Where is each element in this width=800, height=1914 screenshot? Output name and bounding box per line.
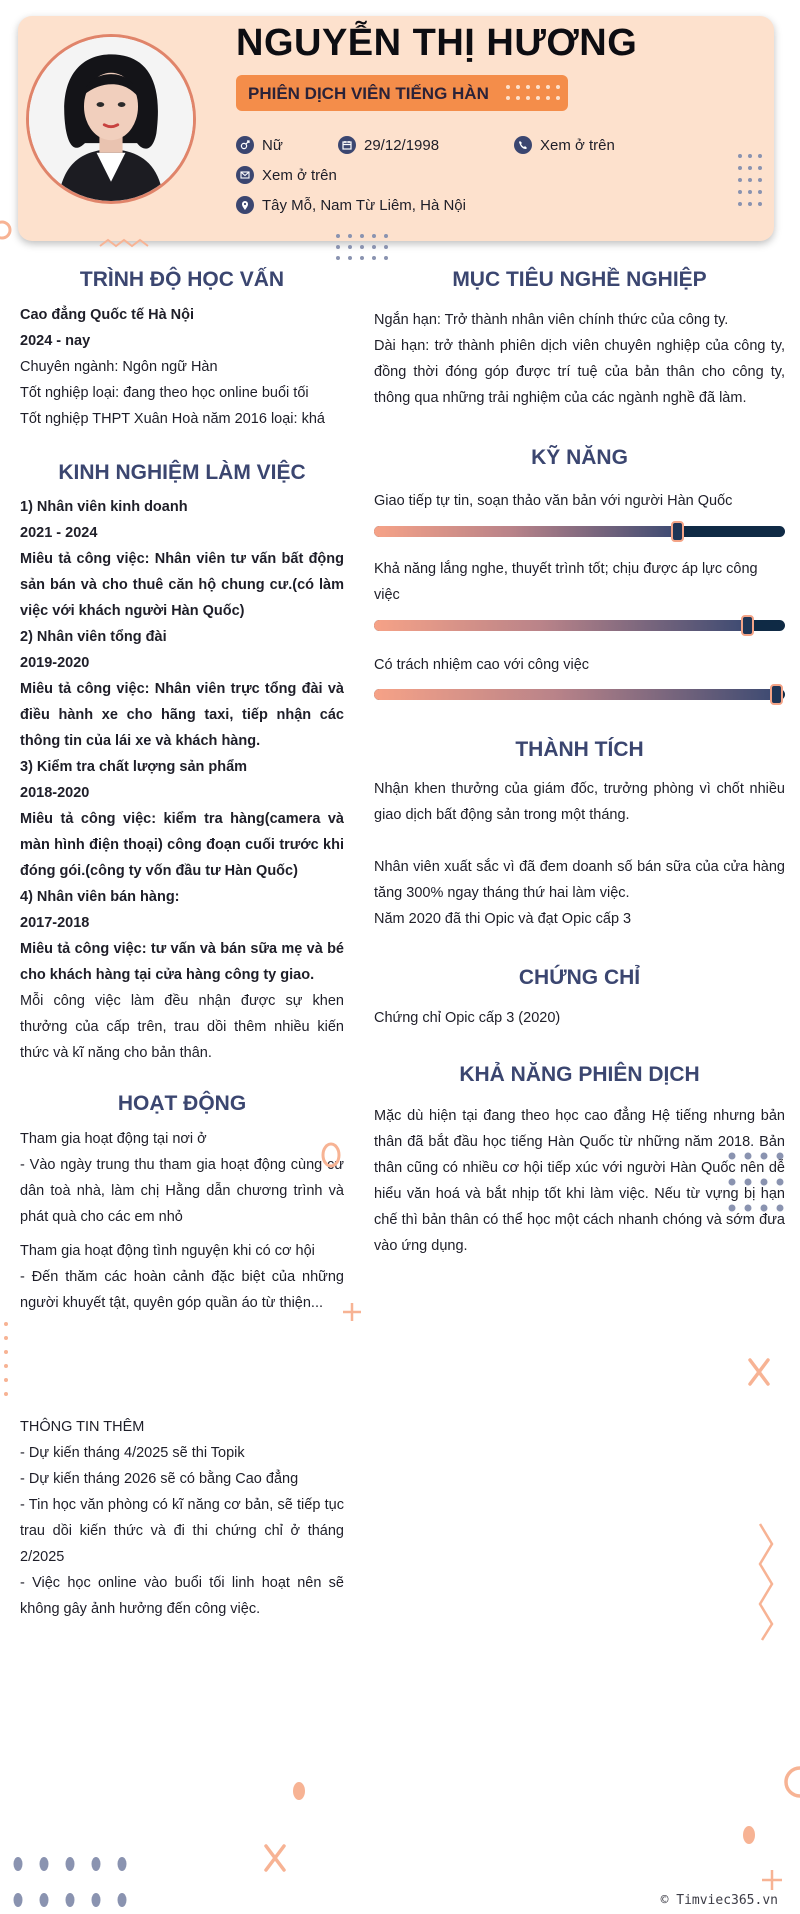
certificates-title: CHỨNG CHỈ (518, 966, 641, 989)
email-value: Xem ở trên (262, 166, 337, 184)
job-description: Miêu tả công việc: Nhân viên tư vấn bất động sản bán và cho thuê căn hộ chung cư.(có làm việc với khách người Hàn Quốc) (20, 551, 344, 619)
job-position: 2) Nhân viên tổng đài (20, 629, 167, 645)
skill-fill (374, 689, 777, 700)
skill-knob (741, 615, 754, 636)
phone-value: Xem ở trên (540, 136, 615, 154)
calendar-icon (338, 136, 356, 154)
dot-grid-icon (10, 1852, 134, 1912)
additional-line: - Dự kiến tháng 4/2025 sẽ thi Topik (20, 1445, 245, 1461)
job-period: 2018-2020 (20, 785, 90, 801)
birthday-value: 29/12/1998 (364, 136, 440, 154)
translation-title: KHẢ NĂNG PHIÊN DỊCH (459, 1063, 700, 1086)
achievements-title: THÀNH TÍCH (515, 738, 644, 761)
activity-heading: Tham gia hoạt động tại nơi ở (20, 1131, 207, 1147)
education-line: Tốt nghiệp THPT Xuân Hoà năm 2016 loại: khá (20, 411, 325, 427)
skill-name: Khả năng lắng nghe, thuyết trình tốt; chịu được áp lực công việc (374, 561, 758, 603)
additional-line: - Tin học văn phòng có kĩ năng cơ bản, sẽ tiếp tục trau dồi kiến thức và đi thi chứng chỉ ở tháng 2/2025 (20, 1497, 344, 1565)
achievements-section (374, 776, 785, 932)
skills-title: KỸ NĂNG (531, 446, 628, 469)
achievement-item: Nhân viên xuất sắc vì đã đem doanh số bán sữa của cửa hàng tăng 300% ngay tháng thứ hai làm việc. (374, 859, 785, 901)
job-position: 1) Nhân viên kinh doanh (20, 499, 188, 515)
skill-bar (374, 526, 785, 537)
education-period: 2024 - nay (20, 333, 91, 349)
additional-info-section (20, 1414, 344, 1622)
job-position: 3) Kiểm tra chất lượng sản phẩm (20, 759, 248, 775)
job-title: PHIÊN DỊCH VIÊN TIẾNG HÀN (248, 84, 489, 103)
plus-decoration-icon (760, 1868, 784, 1892)
skill-name: Có trách nhiệm cao với công việc (374, 657, 590, 673)
experience-title: KINH NGHIỆM LÀM VIỆC (58, 461, 306, 484)
job-description: Miêu tả công việc: kiểm tra hàng(camera và màn hình điện thoại) công đoạn cuối trước khi đóng gói.(công ty vốn đầu tư Hàn Quốc) (20, 811, 344, 879)
achievement-item: Năm 2020 đã thi Opic và đạt Opic cấp 3 (374, 911, 632, 927)
email-icon (236, 166, 254, 184)
email-info (236, 166, 337, 184)
skill-fill (374, 620, 748, 631)
circle-decoration-icon (318, 1140, 344, 1170)
education-title: TRÌNH ĐỘ HỌC VẤN (79, 268, 285, 291)
phone-info (514, 136, 615, 154)
dot-grid-icon (334, 232, 396, 262)
circle-decoration-icon (782, 1760, 800, 1804)
dot-grid-icon (736, 152, 766, 210)
gender-info (236, 136, 283, 154)
translation-section (374, 1103, 785, 1259)
long-term-goal: Dài hạn: trở thành phiên dịch viên chuyên nghiệp của công ty, đồng thời đóng góp được trí tuệ của bản thân cho công ty, thông qua những trải nghiệm của các ngành nghề đã làm. (374, 338, 785, 406)
translation-text: Mặc dù hiện tại đang theo học cao đẳng Hệ tiếng nhưng bản thân đã bắt đầu học tiếng Hàn Quốc từ những năm 2018. Bản thân cũng có nhiều cơ hội tiếp xúc với người Hàn Quốc nên dễ hiểu văn hoá và bắt nhịp tốt khi làm việc. Nếu từ vựng bị hạn chế thì bản thân có thể học một cách nhanh chóng và sớm đưa vào ứng dụng. (374, 1108, 785, 1254)
education-line: Tốt nghiệp loại: đang theo học online buổi tối (20, 385, 309, 401)
objective-title: MỤC TIÊU NGHỀ NGHIỆP (452, 268, 707, 291)
address-info (236, 196, 466, 214)
education-section (20, 302, 344, 432)
experience-section (20, 494, 344, 1066)
activity-heading: Tham gia hoạt động tình nguyện khi có cơ hội (20, 1243, 315, 1259)
experience-summary: Mỗi công việc làm đều nhận được sự khen thưởng của cấp trên, trau dồi thêm nhiều kiến thức và kĩ năng cho bản thân. (20, 993, 344, 1061)
activities-title: HOẠT ĐỘNG (117, 1092, 247, 1115)
location-pin-icon (236, 196, 254, 214)
additional-line: - Việc học online vào buổi tối linh hoạt nên sẽ không gây ảnh hưởng đến công việc. (20, 1575, 344, 1617)
gender-value: Nữ (262, 136, 283, 154)
oval-decoration-icon (292, 1780, 306, 1802)
skill-name: Giao tiếp tự tin, soạn thảo văn bản với người Hàn Quốc (374, 493, 733, 509)
plus-decoration-icon (340, 1300, 364, 1324)
job-title-badge (236, 75, 568, 111)
skill-bar (374, 689, 785, 700)
birthday-info (338, 136, 439, 154)
skill-bar (374, 620, 785, 631)
objective-section (374, 307, 785, 411)
candidate-name: NGUYỄN THỊ HƯƠNG (236, 22, 638, 64)
watermark: © Timviec365.vn (660, 1893, 778, 1908)
x-decoration-icon (746, 1356, 772, 1388)
oval-decoration-icon (742, 1824, 756, 1846)
school-name: Cao đẳng Quốc tế Hà Nội (20, 307, 195, 323)
avatar (26, 34, 196, 204)
phone-icon (514, 136, 532, 154)
certificate-item: Chứng chỉ Opic cấp 3 (2020) (374, 1010, 561, 1026)
job-period: 2021 - 2024 (20, 525, 98, 541)
skill-fill (374, 526, 678, 537)
activities-section (20, 1126, 344, 1316)
dot-grid-icon (726, 1146, 788, 1218)
activity-detail: - Đến thăm các hoàn cảnh đặc biệt của những người khuyết tật, quyên góp quần áo từ thiện... (20, 1269, 344, 1311)
certificates-section (374, 1005, 785, 1031)
dots-pattern-icon (504, 81, 562, 105)
zigzag-decoration-icon (752, 1522, 778, 1642)
dotted-line-decoration-icon (0, 1318, 12, 1408)
address-value: Tây Mỗ, Nam Từ Liêm, Hà Nội (262, 196, 466, 214)
job-description: Miêu tả công việc: Nhân viên trực tổng đài và điều hành xe cho hãng taxi, tiếp nhận các thông tin của lái xe và khách hàng. (20, 681, 344, 749)
portrait-photo-icon (29, 37, 193, 201)
job-period: 2019-2020 (20, 655, 90, 671)
activity-detail: - Vào ngày trung thu tham gia hoạt động cùng cư dân toà nhà, làm chị Hằng dẫn chương trình và phát quà cho các em nhỏ (20, 1157, 344, 1225)
job-position: 4) Nhân viên bán hàng: (20, 889, 180, 905)
zigzag-decoration-icon (0, 216, 160, 256)
x-decoration-icon (262, 1842, 288, 1874)
gender-icon (236, 136, 254, 154)
additional-line: - Dự kiến tháng 2026 sẽ có bằng Cao đẳng (20, 1471, 299, 1487)
education-line: Chuyên ngành: Ngôn ngữ Hàn (20, 359, 218, 375)
skill-knob (770, 684, 783, 705)
job-period: 2017-2018 (20, 915, 90, 931)
additional-info-title: THÔNG TIN THÊM (20, 1419, 145, 1435)
short-term-goal: Ngắn hạn: Trở thành nhân viên chính thức của công ty. (374, 312, 729, 328)
achievement-item: Nhận khen thưởng của giám đốc, trưởng phòng vì chốt nhiều giao dịch bất động sản trong một tháng. (374, 781, 785, 823)
job-description: Miêu tả công việc: tư vấn và bán sữa mẹ và bé cho khách hàng tại cửa hàng công ty giao. (20, 941, 344, 983)
skill-knob (671, 521, 684, 542)
